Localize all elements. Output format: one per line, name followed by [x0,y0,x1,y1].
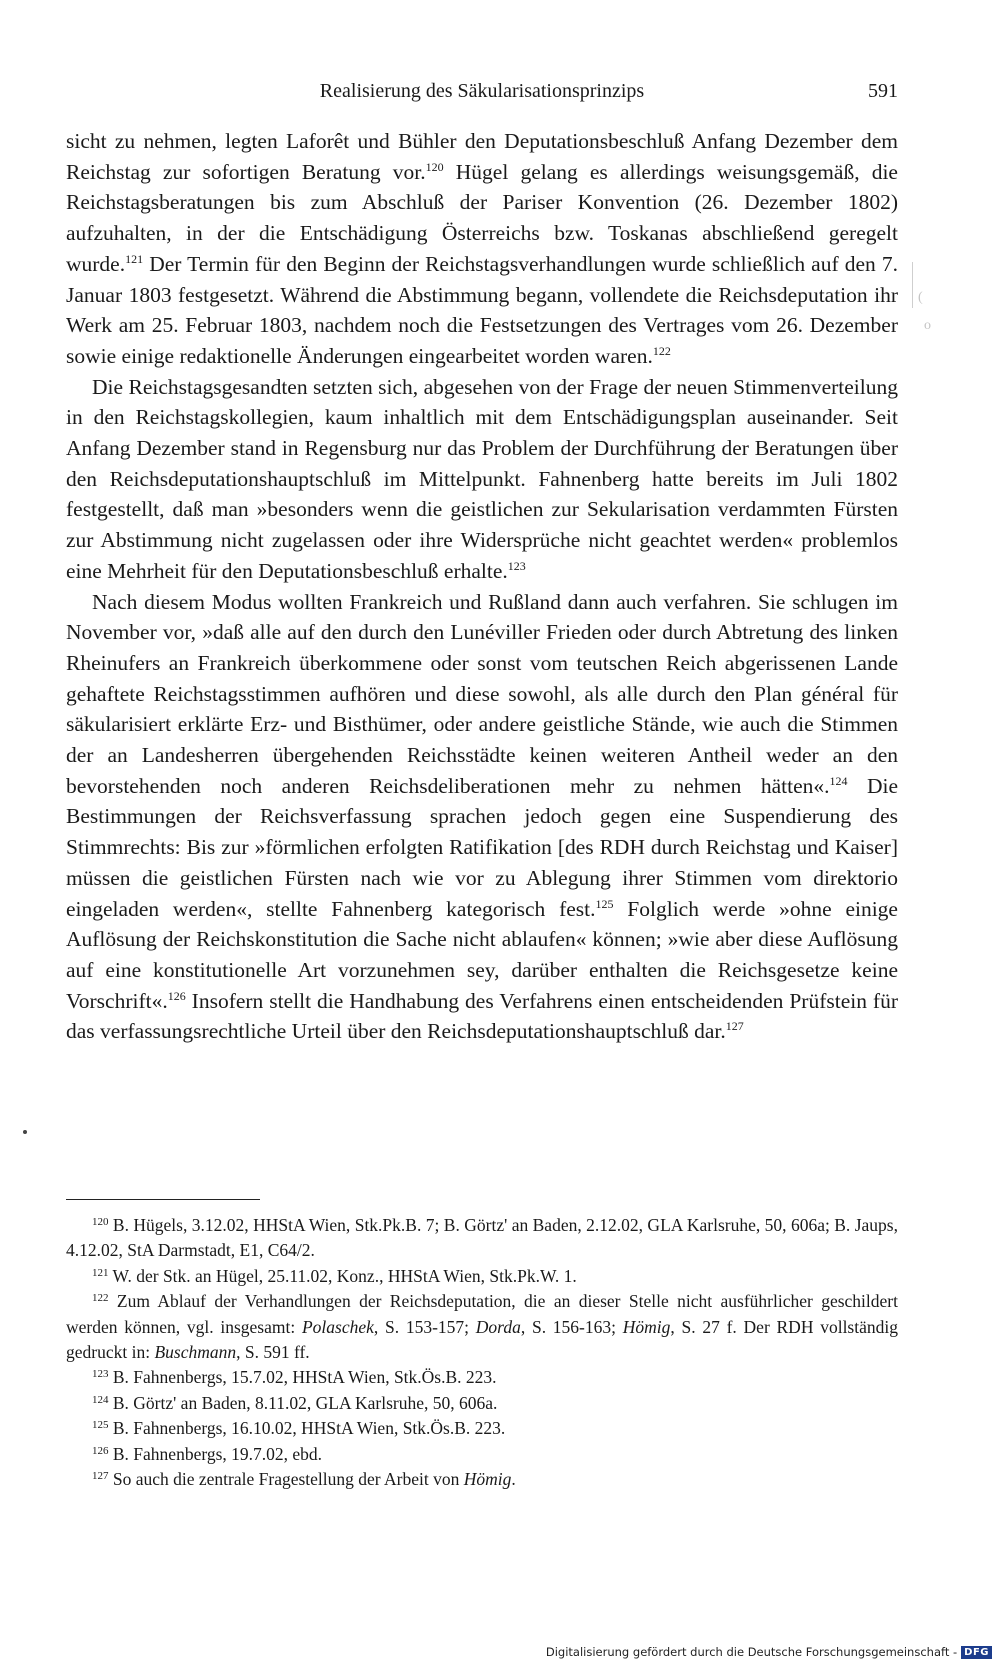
margin-mark: ( [918,290,923,305]
text-run: , S. 153-157; [373,1316,476,1337]
margin-pencil-line [912,262,913,308]
footnote-120 [66,1213,898,1264]
footnote-reference: 124 [92,1393,109,1406]
body-paragraph-1 [66,126,898,372]
text-run: B. Hügels, 3.12.02, HHStA Wien, Stk.Pk.B. 7; B. Görtz' an Baden, 2.12.02, GLA Karlsruhe, 50, 606a; B. Jaups, 4.12.02, StA Darmstadt, E1, C64/2. [66,1215,898,1261]
text-run: Zum Ablauf der Verhandlungen der Reichsdeputation, die an dieser Stelle nicht ausführlicher geschildert werden können, vgl. insgesamt: [66,1291,898,1337]
footnote-reference: 125 [92,1419,109,1432]
body-text [66,126,898,1047]
footnote-reference: 122 [652,343,671,358]
body-paragraph-2 [66,372,898,587]
page-number: 591 [868,80,898,102]
text-run: B. Görtz' an Baden, 8.11.02, GLA Karlsruhe, 50, 606a. [108,1392,498,1413]
text-run: . [511,1469,516,1490]
text-run: W. der Stk. an Hügel, 25.11.02, Konz., HHStA Wien, Stk.Pk.W. 1. [108,1265,577,1286]
running-title: Realisierung des Säkularisationsprinzips [319,80,645,102]
footnote-reference: 126 [92,1444,109,1457]
text-run: Folglich werde »ohne einige Auflösung der Reichskonstitution die Sache nicht ablaufen« können; »wie aber diese Auflösung auf eine konstitutionelle Art vorzunehmen sey, darüber enthalten die Reichsgesetze keine Vorschrift«. [66,896,898,1013]
cited-author: Polaschek [301,1316,374,1337]
footnote-reference: 121 [125,251,144,266]
text-run: Die Reichstagsgesandten setzten sich, abgesehen von der Frage der neuen Stimmenverteilung in den Reichstagskollegien, kaum inhaltlich mit dem Entschädigungsplan auseinander. Seit Anfang Dezember stand in Regensburg nur das Problem der Durchführung der Beratungen über den Reichsdeputationshauptschluß im Mittelpunkt. Fahnenberg hatte bereits im Juli 1802 festgestellt, daß man »besonders wenn die geistlichen zur Sekularisation verdammten Fürsten zur Abstimmung nicht zugelassen oder ihre Widersprüche nicht geachtet werden« problemlos eine Mehrheit für den Deputationsbeschluß erhalte. [66,374,898,583]
footnote-123 [66,1365,898,1390]
cited-author: Hömig [463,1469,512,1490]
dfg-logo-icon: DFG [961,1646,992,1659]
text-run: B. Fahnenbergs, 19.7.02, ebd. [108,1443,323,1464]
footnote-reference: 123 [92,1368,109,1381]
footnote-reference: 123 [507,558,526,573]
footnote-125 [66,1416,898,1441]
footnote-reference: 127 [92,1470,109,1483]
footnote-reference: 122 [92,1292,109,1305]
text-run: Insofern stellt die Handhabung des Verfahrens einen entscheidenden Prüfstein für das verfassungsrechtliche Urteil über den Reichsdeputationshauptschluß dar. [66,988,898,1044]
cited-author: Hömig [622,1316,671,1337]
footnote-122 [66,1289,898,1365]
margin-mark: o [924,318,931,333]
footnote-separator [66,1199,260,1200]
footnote-126 [66,1442,898,1467]
footnote-reference: 120 [425,159,444,174]
footnote-reference: 124 [829,773,848,788]
text-run: sicht zu nehmen, legten Laforêt und Bühler den Deputationsbeschluß Anfang Dezember dem Reichstag zur sofortigen Beratung vor. [66,129,898,184]
text-run: Hügel gelang es allerdings weisungsgemäß, die Reichstagsberatungen bis zum Abschluß der Pariser Konvention (26. Dezember 1802) aufzuhalten, in der die Entschädigung Österreichs bzw. Toskanas abschließend geregelt wurde. [66,159,898,276]
text-run: , S. 27 f. Der RDH vollständig gedruckt in: [66,1316,898,1363]
footnote-reference: 121 [92,1266,109,1279]
footnote-124 [66,1391,898,1416]
text-run: B. Fahnenbergs, 16.10.02, HHStA Wien, Stk.Ös.B. 223. [108,1418,506,1439]
footnotes [66,1213,898,1492]
text-run: , S. 591 ff. [236,1342,310,1363]
footnote-reference: 120 [92,1216,109,1228]
footnote-reference: 127 [725,1019,744,1034]
margin-dot-mark [23,1130,27,1134]
cited-author: Dorda [475,1316,521,1337]
cited-author: Buschmann [154,1342,237,1363]
page-header [66,74,898,108]
body-paragraph-3 [66,587,898,1048]
digitization-notice-text: Digitalisierung gefördert durch die Deutsche Forschungsgemeinschaft - [545,1645,958,1659]
text-run: , S. 156-163; [520,1316,623,1337]
text-run: So auch die zentrale Fragestellung der Arbeit von [108,1469,464,1490]
footnote-121 [66,1264,898,1289]
digitization-notice [546,1643,992,1661]
text-run: B. Fahnenbergs, 15.7.02, HHStA Wien, Stk.Ös.B. 223. [108,1367,497,1388]
text-run: Die Bestimmungen der Reichsverfassung sprachen jedoch gegen eine Suspendierung des Stimmrechts: Bis zur »förmlichen erfolgten Ratifikation [des RDH durch Reichstag und Kaiser] müssen die geistlichen Fürsten nach wie vor zu Ablegung ihrer Stimmen vom direktorio eingeladen werden«, stellte Fahnenberg kategorisch fest. [66,773,898,921]
footnote-reference: 126 [167,988,186,1003]
text-run: Nach diesem Modus wollten Frankreich und Rußland dann auch verfahren. Sie schlugen im November vor, »daß alle auf den durch den Lunéviller Frieden oder durch Abtretung des linken Rheinufers an Frankreich überkommene oder sonst vom teutschen Reich abgerissenen Lande gehaftete Reichstagsstimmen aufhören und diese sowohl, als alle durch den Plan général für säkularisiert erklärte Erz- und Bisthümer, oder andere geistliche Stände, wie auch die Stimmen der an Landesherren übergehenden Reichsstädte keinen weiteren Antheil weder an den bevorstehenden noch anderen Reichsdeliberationen mehr zu nehmen hätten«. [66,589,898,798]
text-run: Der Termin für den Beginn der Reichstagsverhandlungen wurde schließlich auf den 7. Januar 1803 festgesetzt. Während die Abstimmung begann, vollendete die Reichsdeputation ihr Werk am 25. Februar 1803, nachdem noch die Festsetzungen des Vertrages vom 26. Dezember sowie einige redaktionelle Änderungen eingearbeitet worden waren. [66,251,898,368]
footnote-127 [66,1467,898,1492]
footnote-reference: 125 [595,896,614,911]
